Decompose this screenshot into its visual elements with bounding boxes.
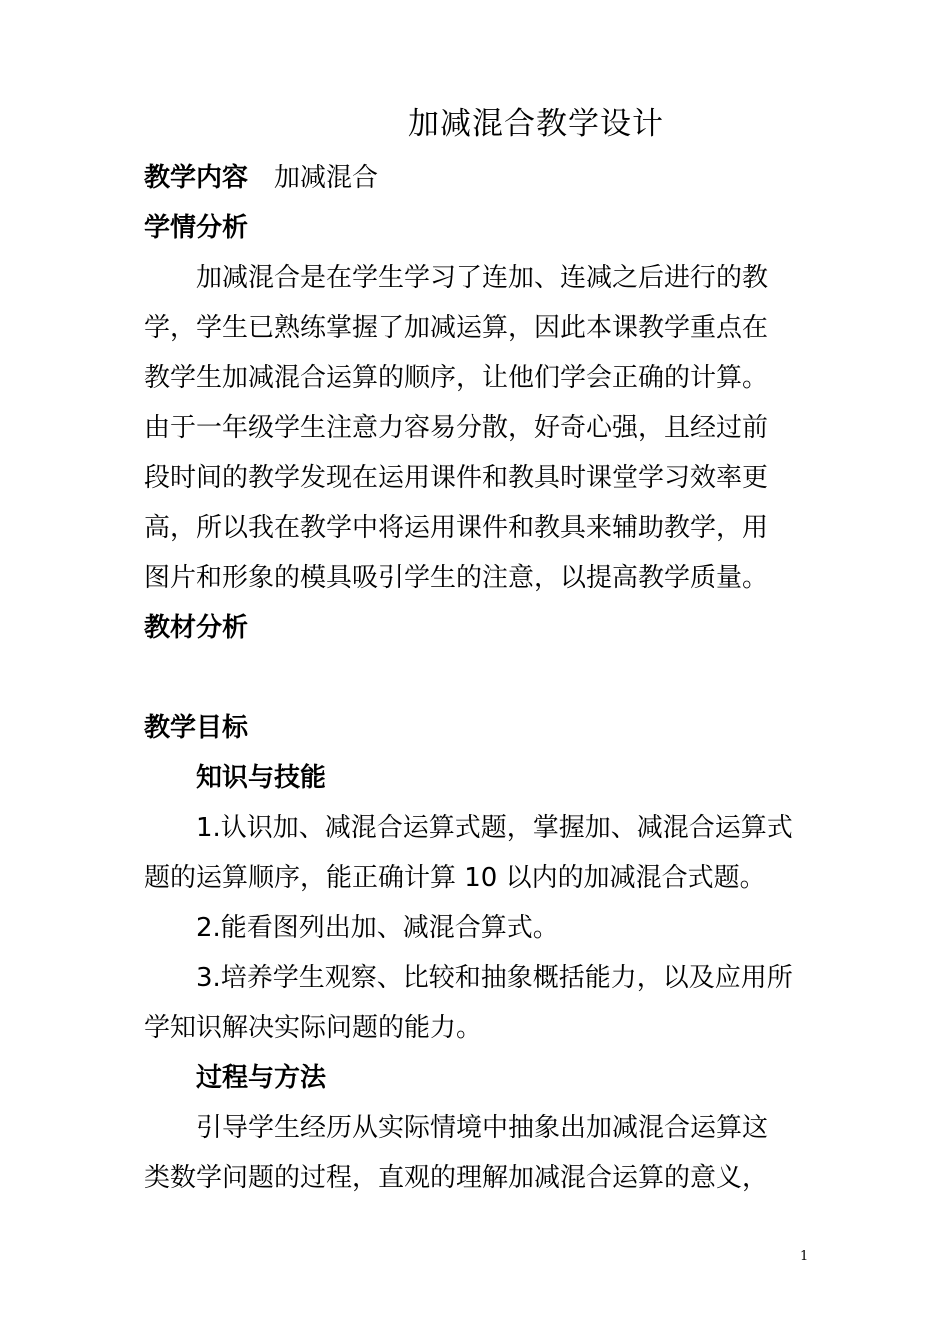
knowledge-skills-line: 1.认识加、减混合运算式题，掌握加、减混合运算式 [196, 813, 793, 843]
process-methods-line: 引导学生经历从实际情境中抽象出加减混合运算这 [196, 1113, 769, 1143]
knowledge-skills-line: 3.培养学生观察、比较和抽象概括能力，以及应用所 [196, 963, 793, 993]
process-methods-heading: 过程与方法 [196, 1063, 327, 1093]
material-analysis-heading: 教材分析 [144, 613, 249, 643]
student-analysis-line: 高，所以我在教学中将运用课件和教具来辅助教学，用 [144, 513, 769, 543]
teaching-content-row [144, 160, 378, 196]
student-analysis-line: 教学生加减混合运算的顺序，让他们学会正确的计算。 [144, 363, 769, 393]
page-number: 1 [800, 1249, 809, 1264]
knowledge-skills-heading: 知识与技能 [196, 763, 327, 793]
knowledge-skills-line: 学知识解决实际问题的能力。 [144, 1013, 483, 1043]
student-analysis-line: 学，学生已熟练掌握了加减运算，因此本课教学重点在 [144, 313, 769, 343]
knowledge-skills-line: 2.能看图列出加、减混合算式。 [196, 913, 559, 943]
teaching-content-value: 加减混合 [274, 163, 379, 193]
teaching-content-label: 教学内容 [144, 163, 249, 193]
student-analysis-line: 加减混合是在学生学习了连加、连减之后进行的教 [196, 263, 769, 293]
knowledge-skills-line: 题的运算顺序，能正确计算 10 以内的加减混合式题。 [144, 863, 766, 893]
teaching-goals-heading: 教学目标 [144, 713, 249, 743]
student-analysis-heading: 学情分析 [144, 213, 249, 243]
process-methods-line: 类数学问题的过程，直观的理解加减混合运算的意义， [144, 1163, 769, 1193]
document-title: 加减混合教学设计 [408, 106, 664, 142]
student-analysis-line: 段时间的教学发现在运用课件和教具时课堂学习效率更 [144, 463, 769, 493]
student-analysis-line: 由于一年级学生注意力容易分散，好奇心强，且经过前 [144, 413, 769, 443]
student-analysis-line: 图片和形象的模具吸引学生的注意，以提高教学质量。 [144, 563, 769, 593]
